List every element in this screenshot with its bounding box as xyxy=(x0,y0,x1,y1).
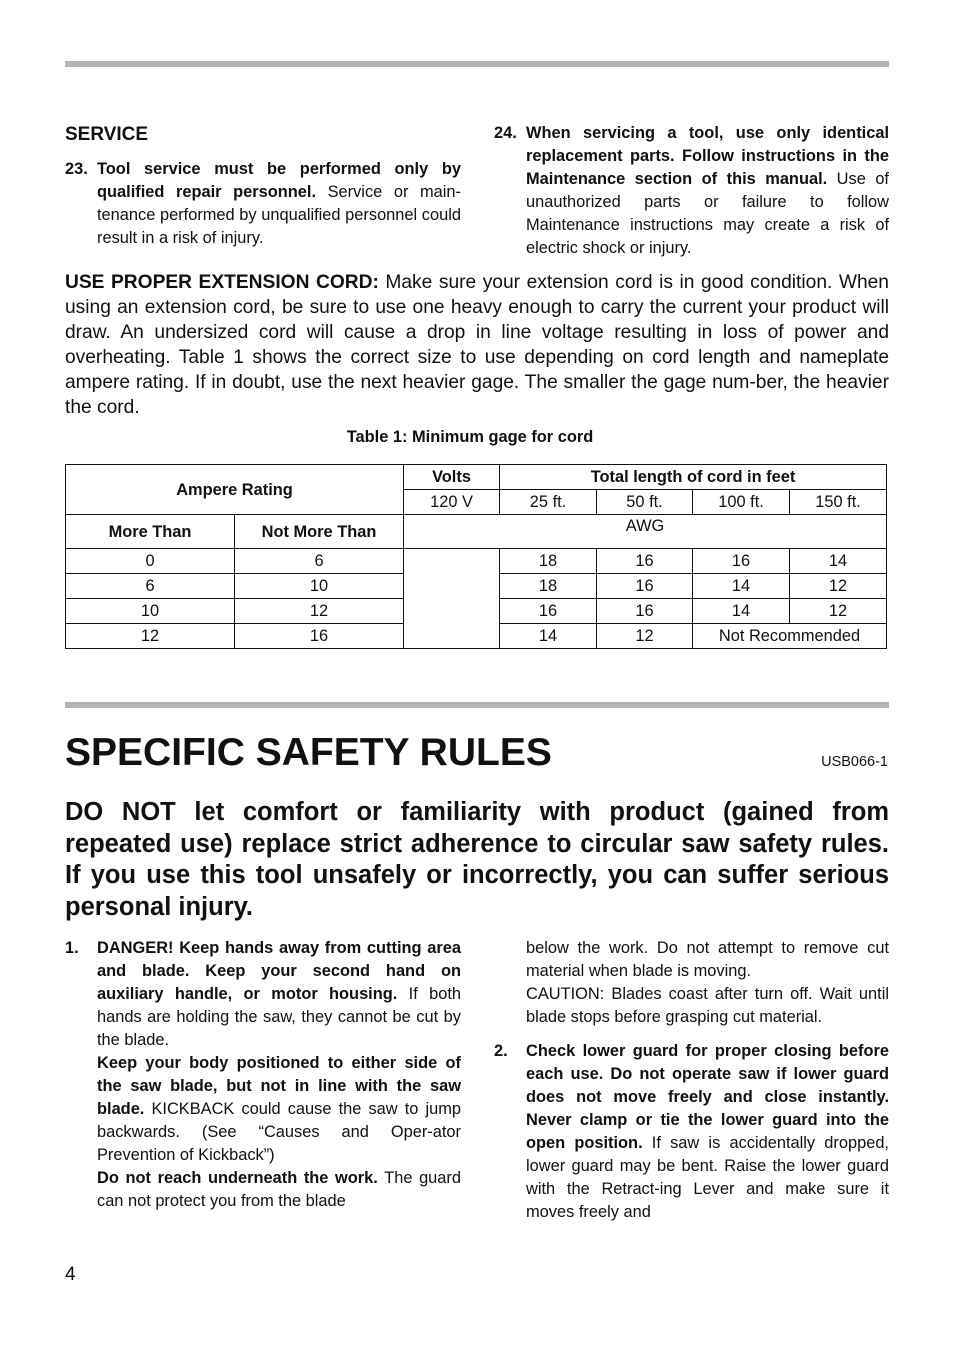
item-bold-text: Tool service must be performed only by qualified repair personnel. xyxy=(97,160,461,201)
table-cell: 16 xyxy=(597,599,693,624)
table-cell: 6 xyxy=(66,574,235,599)
length-cell: 150 ft. xyxy=(790,490,887,515)
page-number: 4 xyxy=(65,1264,76,1285)
section-title: SPECIFIC SAFETY RULES xyxy=(65,731,552,774)
document-code: USB066-1 xyxy=(821,754,888,770)
table-cell: 16 xyxy=(597,574,693,599)
caution-text: CAUTION: Blades coast after turn off. Wait until blade stops before grasping cut material. xyxy=(526,985,889,1026)
item-number: 2. xyxy=(494,1042,508,1060)
table-cell: 0 xyxy=(66,549,235,574)
extension-lead: USE PROPER EXTENSION CORD: xyxy=(65,272,379,293)
safety-warning: DO NOT let comfort or familiarity with product (gained from repeated use) replace strict adherence to circular saw safety rules. If you use this tool unsafely or incorrectly, you can suffer serious personal injury. xyxy=(65,798,889,921)
item-bold-text: DANGER! Keep hands away from cutting area and blade. Keep your second hand on auxiliary handle, or motor housing. xyxy=(97,939,461,1003)
ampere-rating-header: Ampere Rating xyxy=(66,465,404,515)
table-cell: 14 xyxy=(693,599,790,624)
table-cell: 12 xyxy=(790,599,887,624)
extension-cord-paragraph xyxy=(65,270,889,420)
not-more-than-header: Not More Than xyxy=(235,515,404,549)
length-cell: 25 ft. xyxy=(500,490,597,515)
extension-text: Make sure your extension cord is in good condition. When using an extension cord, be sure to use one heavy enough to carry the current your product will draw. An undersized cord will cause a drop in line voltage resulting in loss of power and overheating. Table 1 shows the correct size to use depending on cord length and nameplate ampere rating. If in doubt, use the next heavier gage. The smaller the gage num-ber, the heavier the cord. xyxy=(65,272,889,418)
volts-header: Volts xyxy=(404,465,500,490)
table-row xyxy=(66,549,887,574)
total-length-header: Total length of cord in feet xyxy=(500,465,887,490)
item-bold-text: When servicing a tool, use only identical replacement parts. Follow instructions in the Maintenance section of this manual. xyxy=(526,124,889,188)
item-text: Use of unauthorized parts or failure to follow Maintenance instructions may create a risk of electric shock or injury. xyxy=(526,170,889,257)
item-bold-text: Keep your body positioned to either side of the saw blade, but not in line with the saw blade. xyxy=(97,1054,461,1118)
table-cell: 14 xyxy=(693,574,790,599)
item-paragraph xyxy=(97,1167,461,1213)
table-header-row xyxy=(66,465,887,490)
not-recommended-cell: Not Recommended xyxy=(693,624,887,649)
item-text: Service or main-tenance performed by unqualified personnel could result in a risk of injury. xyxy=(97,183,462,247)
table-cell: 12 xyxy=(235,599,404,624)
table-cell: 16 xyxy=(693,549,790,574)
voltage-cell: 120 V xyxy=(404,490,500,515)
table-cell: 12 xyxy=(790,574,887,599)
table-cell: 14 xyxy=(790,549,887,574)
table-cell: 10 xyxy=(66,599,235,624)
empty-voltage-cell xyxy=(404,549,500,649)
service-item-23 xyxy=(65,158,461,250)
service-item-24 xyxy=(494,122,889,260)
top-divider xyxy=(65,61,889,67)
item-bold-text: Do not reach underneath the work. xyxy=(97,1169,378,1187)
item-text: If both hands are holding the saw, they cannot be cut by the blade. xyxy=(97,985,461,1049)
table-cell: 10 xyxy=(235,574,404,599)
item-bold-text: Check lower guard for proper closing before each use. Do not operate saw if lower guard does not move freely and close instantly. Never clamp or tie the lower guard into the open position. xyxy=(526,1042,889,1152)
safety-item-1 xyxy=(65,937,461,1213)
service-heading: SERVICE xyxy=(65,124,149,145)
item-paragraph xyxy=(97,937,461,1052)
table-cell: 6 xyxy=(235,549,404,574)
table-cell: 16 xyxy=(597,549,693,574)
item-text: below the work. Do not attempt to remove cut material when blade is moving. xyxy=(526,939,889,980)
table-caption: Table 1: Minimum gage for cord xyxy=(346,428,594,446)
table-cell: 14 xyxy=(500,624,597,649)
table-cell: 12 xyxy=(597,624,693,649)
table-cell: 16 xyxy=(235,624,404,649)
table-cell: 18 xyxy=(500,549,597,574)
safety-item-1-continued xyxy=(526,937,889,1029)
table-label-row xyxy=(66,515,887,549)
length-cell: 50 ft. xyxy=(597,490,693,515)
section-divider xyxy=(65,702,889,708)
length-cell: 100 ft. xyxy=(693,490,790,515)
item-text: KICKBACK could cause the saw to jump backwards. (See “Causes and Oper-ator Prevention of Kickback”) xyxy=(97,1100,461,1164)
more-than-header: More Than xyxy=(66,515,235,549)
cord-gage-table xyxy=(65,464,887,649)
safety-item-2 xyxy=(494,1040,889,1224)
awg-header: AWG xyxy=(404,515,887,549)
item-number: 23. xyxy=(65,160,88,178)
table-cell: 18 xyxy=(500,574,597,599)
item-number: 24. xyxy=(494,124,517,142)
table-cell: 16 xyxy=(500,599,597,624)
item-paragraph xyxy=(97,1052,461,1167)
item-number: 1. xyxy=(65,939,79,957)
item-text: The guard can not protect you from the blade xyxy=(97,1169,461,1210)
item-text: If saw is accidentally dropped, lower guard may be bent. Raise the lower guard with the Retract-ing Lever and make sure it moves freely and xyxy=(526,1134,889,1221)
table-cell: 12 xyxy=(66,624,235,649)
